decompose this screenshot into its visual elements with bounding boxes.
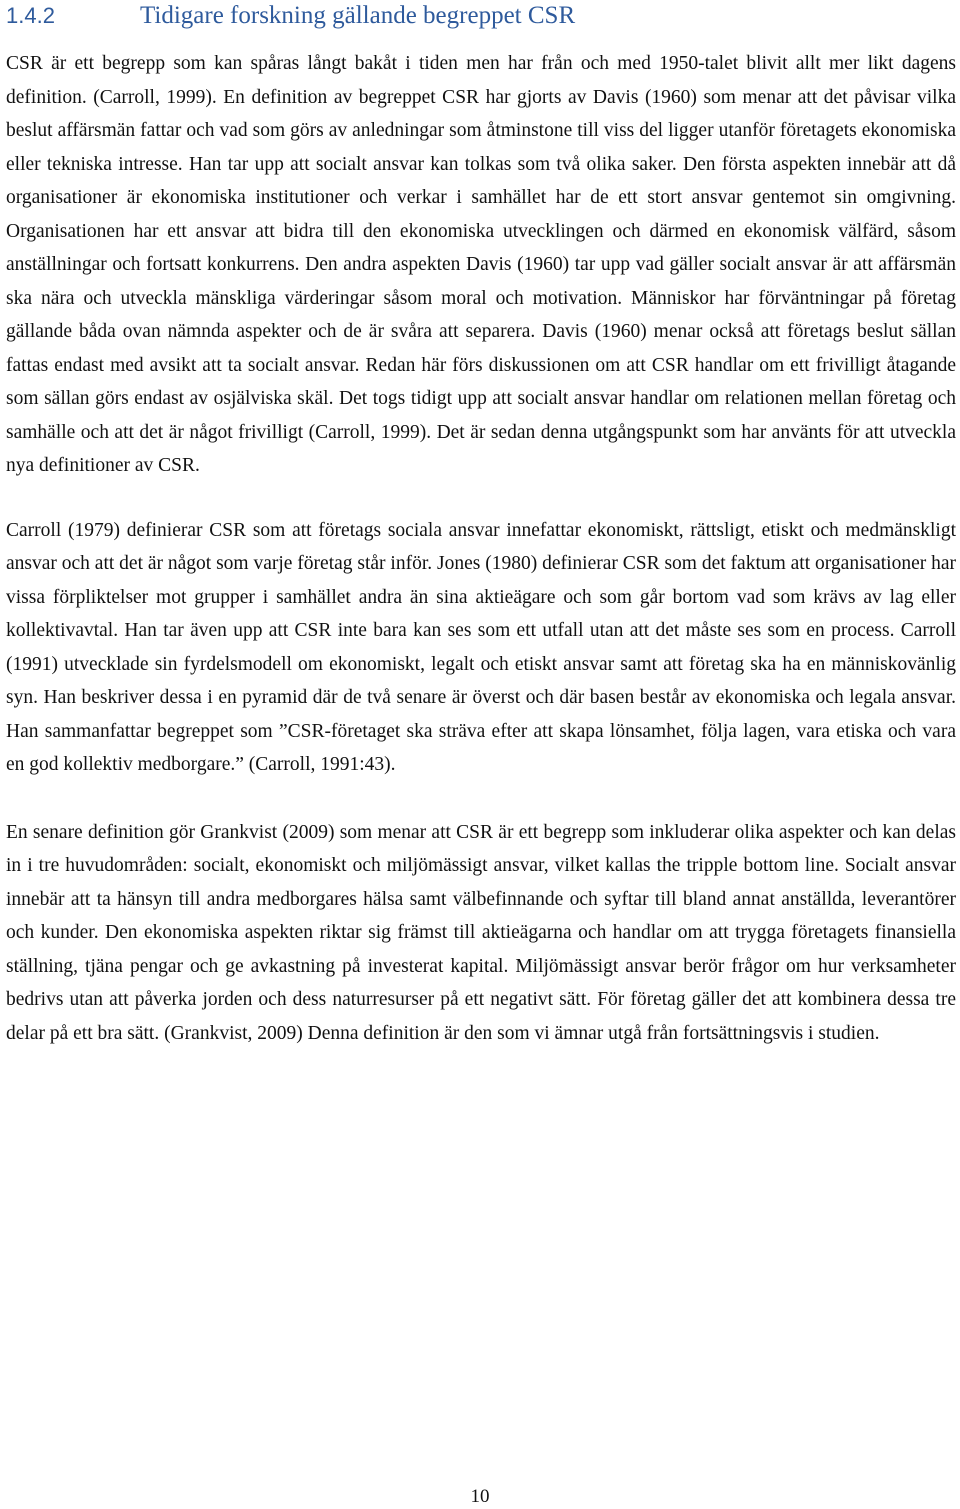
document-page (6, 0, 956, 1050)
paragraph-history: CSR är ett begrepp som kan spåras långt bakåt i tiden men har från och med 1950-talet blivit allt mer likt dagens definition. (Carroll, 1999). En definition av begreppet CSR har gjorts av Davis (1960) som menar att det påvisar vilka beslut affärsmän fattar och vad som görs av anledningar som åtminstone till viss del ligger utanför företagets ekonomiska eller tekniska intresse. Han tar upp att socialt ansvar kan tolkas som två olika saker. Den första aspekten innebär att då organisationer är ekonomiska institutioner och verkar i samhället har de ett stort ansvar gentemot sin omgivning. Organisationen har ett ansvar att bidra till den ekonomiska utvecklingen och därmed en ekonomisk välfärd, såsom anställningar och fortsatt konkurrens. Den andra aspekten Davis (1960) tar upp vad gäller socialt ansvar är att affärsmän ska nära och utveckla mänskliga värderingar såsom moral och motivation. Människor har förväntningar på företag gällande båda ovan nämnda aspekter och de är svåra att separera. Davis (1960) menar också att företags beslut sällan fattas endast med avsikt att ta socialt ansvar. Redan här förs diskussionen om att CSR handlar om ett frivilligt åtagande som sällan görs endast av osjälviska skäl. Det togs tidigt upp att socialt ansvar handlar om relationen mellan företag och samhälle och att det är något frivilligt (Carroll, 1999). Det är sedan denna utgångspunkt som har använts för att utveckla nya definitioner av CSR. (6, 53, 956, 476)
paragraph-grankvist-definition: En senare definition gör Grankvist (2009) som menar att CSR är ett begrepp som inkluderar olika aspekter och kan delas in i tre huvudområden: socialt, ekonomiskt och miljömässigt ansvar, vilket kallas the tripple bottom line. Socialt ansvar innebär att ta hänsyn till andra medborgares hälsa samt välbefinnande och syftar till bland annat anställda, leverantörer och kunder. Den ekonomiska aspekten riktar sig främst till aktieägarna och handlar om att trygga företagets finansiella ställning, tjäna pengar och ge avkastning på investerat kapital. Miljömässigt ansvar berör frågor om hur verksamheter bedrivs utan att påverka jorden och dess naturresurser på ett negativt sätt. För företag gäller det att kombinera dessa tre delar på ett bra sätt. (Grankvist, 2009) Denna definition är den som vi ämnar utgå från fortsättningsvis i studien. (6, 821, 956, 1044)
section-title: Tidigare forskning gällande begreppet CSR (140, 2, 576, 29)
paragraph-carroll-definitions: Carroll (1979) definierar CSR som att företags sociala ansvar innefattar ekonomiskt, rättsligt, etiskt och medmänskligt ansvar och att det är något som varje företag står inför. Jones (1980) definierar CSR som det faktum att organisationer har vissa förpliktelser mot grupper i samhället andra än sina aktieägare och som går bortom vad som krävs av lag eller kollektivavtal. Han tar även upp att CSR inte bara kan ses som ett utfall utan att det måste ses som en process. Carroll (1991) utvecklade sin fyrdelsmodell om ekonomiskt, legalt och etiskt ansvar samt att företag ska ha en människovänlig syn. Han beskriver dessa i en pyramid där de två senare är överst och där basen består av ekonomiska och legala ansvar. Han sammanfattar begreppet som ”CSR-företaget ska sträva efter att skapa lönsamhet, följa lagen, vara etiska och vara en god kollektiv medborgare.” (Carroll, 1991:43). (6, 519, 956, 775)
section-number: 1.4.2 (6, 3, 55, 28)
section-heading (6, 2, 956, 36)
page-number: 10 (470, 1486, 490, 1507)
